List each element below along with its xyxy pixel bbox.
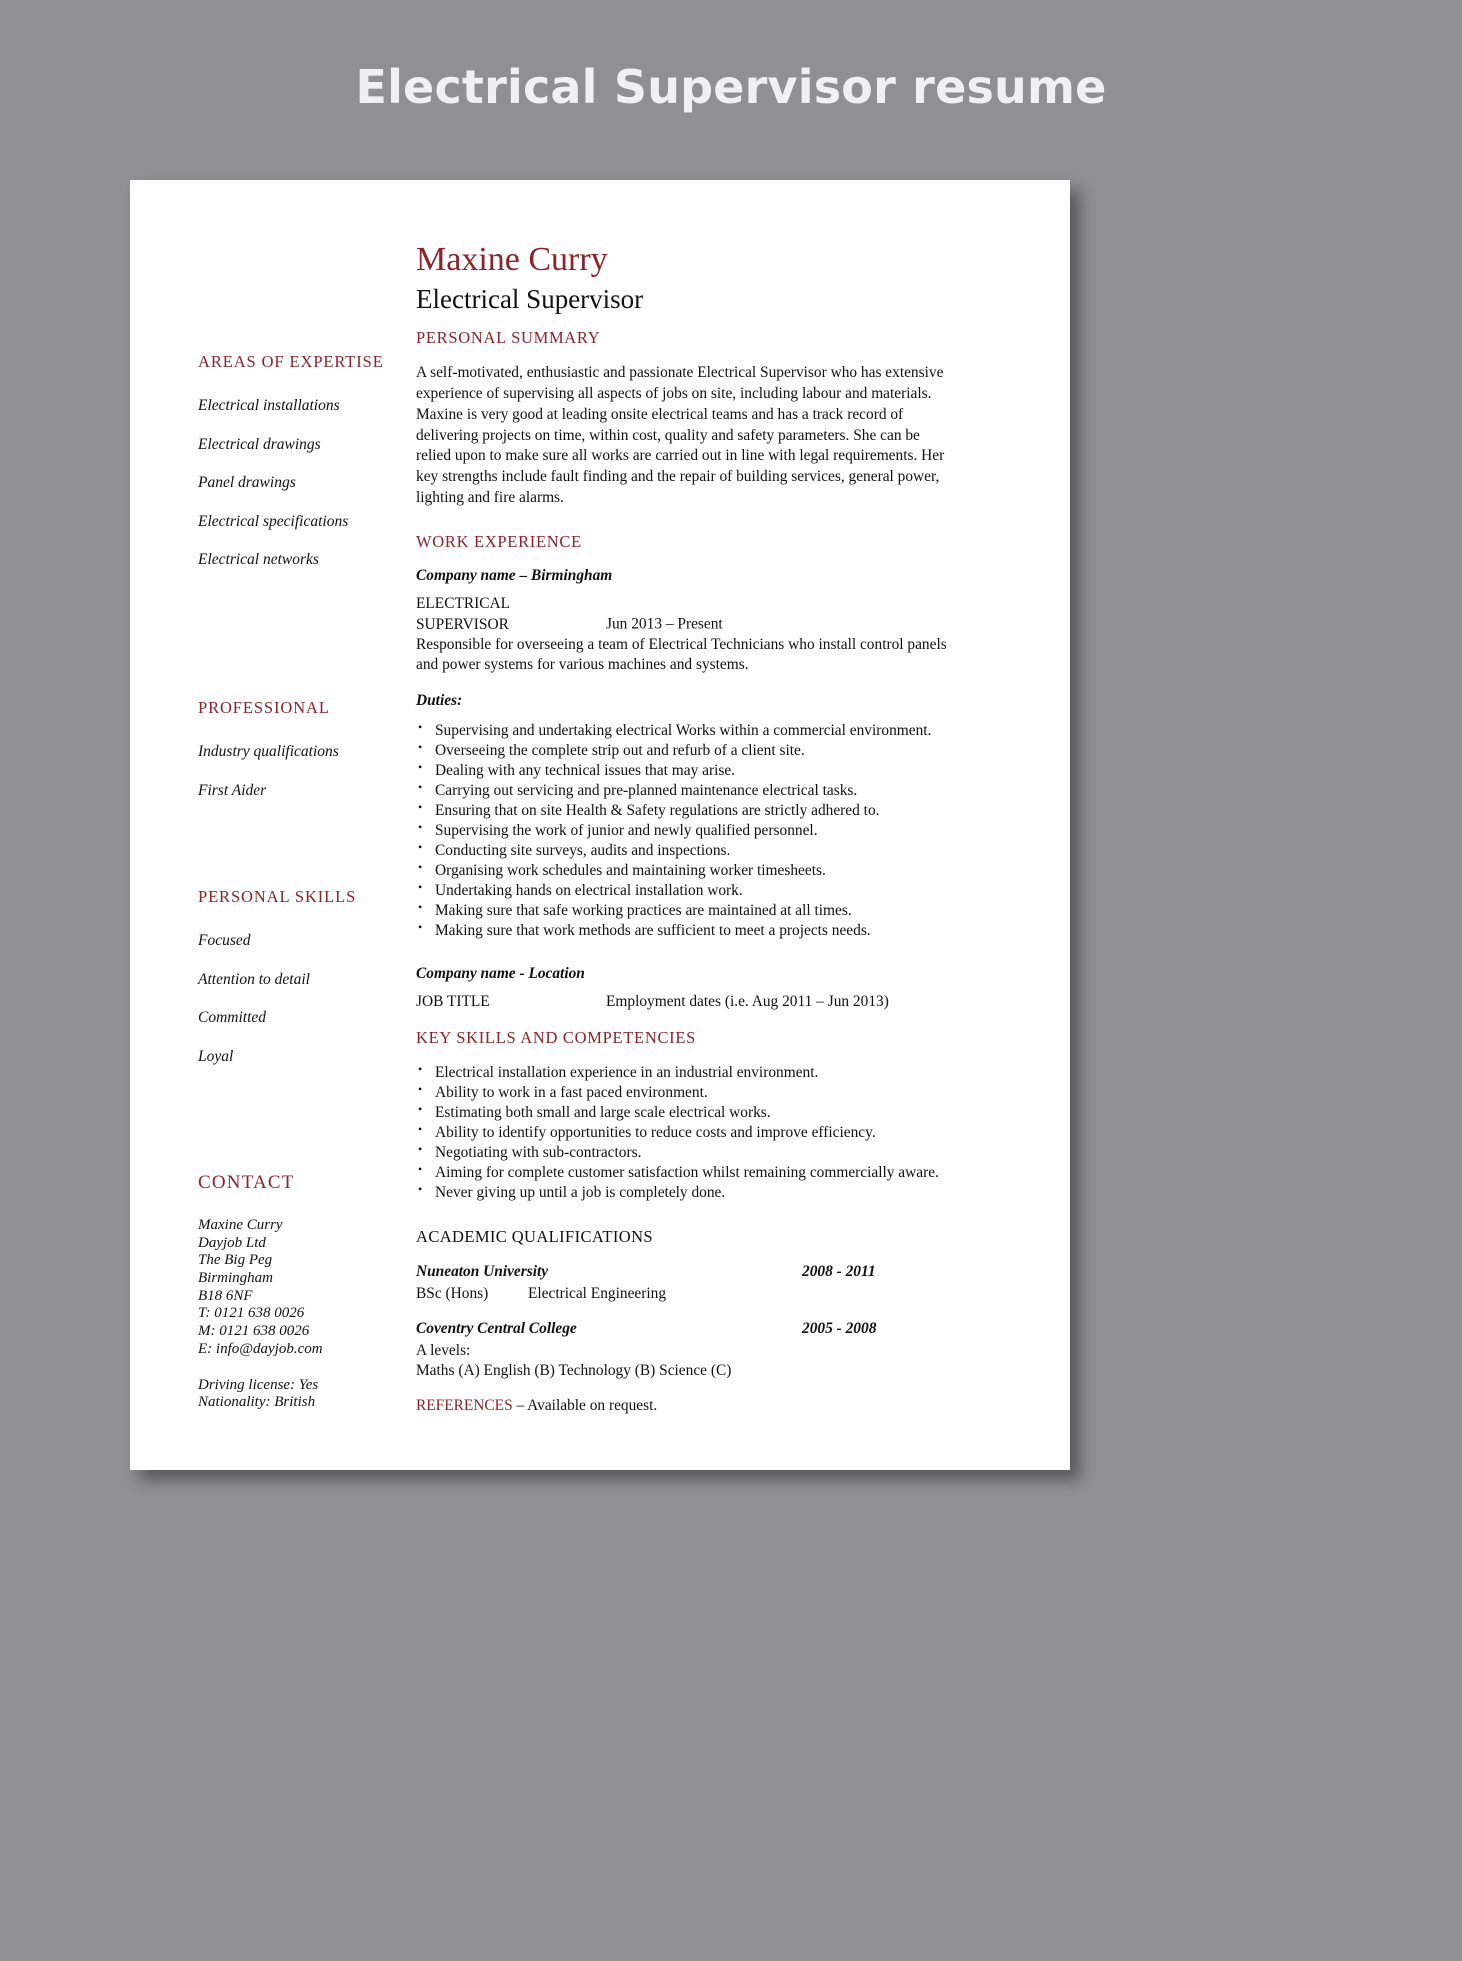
job1-duties-label: Duties:: [416, 691, 463, 709]
list-item: First Aider: [198, 781, 267, 799]
list-item: Attention to detail: [198, 970, 310, 988]
contact-nationality: Nationality: British: [198, 1394, 316, 1411]
job1-title: ELECTRICAL SUPERVISOR: [416, 595, 510, 633]
list-item: Panel drawings: [198, 474, 296, 491]
references-label: REFERENCES: [416, 1397, 513, 1415]
list-item: Loyal: [198, 1047, 234, 1065]
job2-title: JOB TITLE: [416, 992, 490, 1010]
list-item: Focused: [198, 932, 251, 949]
section-heading-academic-qualifications: ACADEMIC QUALIFICATIONS: [416, 1227, 653, 1247]
list-item: • Making sure that safe working practices are maintained at all times.: [416, 901, 956, 921]
list-item: • Supervising and undertaking electrical Works within a commercial environment.: [416, 721, 956, 741]
job2-company: Company name - Location: [416, 964, 585, 982]
job1-dates: Jun 2013 – Present: [606, 615, 723, 633]
list-item: • Negotiating with sub-contractors.: [416, 1143, 956, 1163]
list-item: • Ability to identify opportunities to reduce costs and improve efficiency.: [416, 1123, 956, 1143]
contact-line-city: Birmingham: [198, 1270, 273, 1287]
education-subject: Electrical Engineering: [528, 1285, 667, 1303]
page-title: Electrical Supervisor resume: [355, 60, 1107, 114]
education-school: Nuneaton University: [416, 1263, 549, 1281]
candidate-role: Electrical Supervisor: [416, 283, 644, 314]
education-entry-2-line2: Maths (A) English (B) Technology (B) Science (C): [416, 1362, 732, 1380]
resume-document: [130, 180, 1070, 1470]
sidebar-heading-personal-skills: PERSONAL SKILLS: [198, 887, 357, 906]
sidebar-heading-expertise: AREAS OF EXPERTISE: [198, 352, 384, 371]
job2-title-row: [416, 992, 956, 1012]
sidebar-section-personal-skills: [198, 887, 356, 1087]
personal-summary-text: A self-motivated, enthusiastic and passionate Electrical Supervisor who has extensive experience of supervising all aspects of jobs on site, including labour and materials. Maxine is very good at leading onsite electrical teams and has a track record of delivering projects on time, within cost, quality and safety parameters. She can be relied upon to make sure all works are carried out in line with legal requirements. Her key strengths include fault finding and the repair of building services, general power, lighting and fire alarms.: [416, 364, 945, 506]
education-entry-1-header: [416, 1263, 956, 1284]
education-dates: 2005 - 2008: [802, 1320, 877, 1338]
list-item: • Conducting site surveys, audits and inspections.: [416, 841, 956, 861]
job1-description: Responsible for overseeing a team of Electrical Technicians who install control panels and power systems for various machines and systems.: [416, 636, 947, 674]
list-item: • Making sure that work methods are sufficient to meet a projects needs.: [416, 921, 956, 941]
job1-company: Company name – Birmingham: [416, 567, 613, 585]
sidebar-list-personal-skills: [198, 933, 356, 1064]
list-item: • Aiming for complete customer satisfaction whilst remaining commercially aware.: [416, 1163, 956, 1183]
education-entry-2-line1: A levels:: [416, 1342, 471, 1360]
candidate-name: Maxine Curry: [416, 241, 608, 278]
contact-line-telephone: T: 0121 638 0026: [198, 1305, 305, 1322]
section-heading-key-skills: KEY SKILLS AND COMPETENCIES: [416, 1028, 697, 1048]
list-item: • Ensuring that on site Health & Safety regulations are strictly adhered to.: [416, 801, 956, 821]
list-item: Electrical installations: [198, 397, 340, 414]
contact-line-name: Maxine Curry: [198, 1217, 283, 1233]
job2-dates: Employment dates (i.e. Aug 2011 – Jun 2013): [606, 992, 889, 1010]
list-item: • Never giving up until a job is completely done.: [416, 1183, 956, 1203]
job1-title-row: [416, 594, 956, 635]
sidebar-heading-contact: CONTACT: [198, 1172, 295, 1193]
list-item: Industry qualifications: [198, 743, 339, 760]
job1-duties-list: [416, 721, 956, 941]
resume-sidebar: [130, 180, 420, 1470]
list-item: • Supervising the work of junior and newly qualified personnel.: [416, 821, 956, 841]
section-heading-personal-summary: PERSONAL SUMMARY: [416, 328, 601, 348]
references-line: [416, 1397, 956, 1415]
contact-driving-license: Driving license: Yes: [198, 1376, 319, 1393]
list-item: Committed: [198, 1009, 267, 1026]
education-dates: 2008 - 2011: [802, 1263, 876, 1281]
list-item: • Overseeing the complete strip out and refurb of a client site.: [416, 741, 956, 761]
sidebar-list-professional: [198, 744, 339, 798]
sidebar-heading-professional: PROFESSIONAL: [198, 698, 330, 717]
contact-address-block: [198, 1217, 323, 1359]
list-item: • Undertaking hands on electrical installation work.: [416, 881, 956, 901]
contact-line-mobile: M: 0121 638 0026: [198, 1323, 310, 1340]
list-item: Electrical networks: [198, 551, 319, 568]
sidebar-section-contact: [198, 1172, 323, 1412]
references-text: – Available on request.: [512, 1397, 658, 1415]
contact-line-email[interactable]: E: info@dayjob.com: [198, 1340, 323, 1357]
education-degree: BSc (Hons): [416, 1285, 489, 1303]
list-item: • Electrical installation experience in an industrial environment.: [416, 1063, 956, 1083]
list-item: • Dealing with any technical issues that may arise.: [416, 761, 956, 781]
contact-line-street: The Big Peg: [198, 1252, 273, 1269]
list-item: • Ability to work in a fast paced environment.: [416, 1083, 956, 1103]
sidebar-section-professional: [198, 698, 339, 821]
resume-main: [416, 180, 1070, 1470]
list-item: • Estimating both small and large scale electrical works.: [416, 1103, 956, 1123]
list-item: • Organising work schedules and maintaining worker timesheets.: [416, 861, 956, 881]
section-heading-work-experience: WORK EXPERIENCE: [416, 532, 582, 552]
education-school: Coventry Central College: [416, 1320, 577, 1338]
education-entry-2-header: [416, 1320, 956, 1341]
key-skills-list: [416, 1063, 956, 1203]
list-item: Electrical specifications: [198, 512, 349, 530]
page-banner: [0, 0, 1462, 113]
education-entry-1-detail: [416, 1284, 956, 1304]
list-item: Electrical drawings: [198, 435, 321, 453]
contact-line-company: Dayjob Ltd: [198, 1234, 266, 1251]
contact-line-postcode: B18 6NF: [198, 1287, 253, 1304]
list-item: • Carrying out servicing and pre-planned maintenance electrical tasks.: [416, 781, 956, 801]
sidebar-section-areas-of-expertise: [198, 352, 384, 591]
contact-extra-block: [198, 1377, 323, 1412]
sidebar-list-expertise: [198, 398, 384, 568]
